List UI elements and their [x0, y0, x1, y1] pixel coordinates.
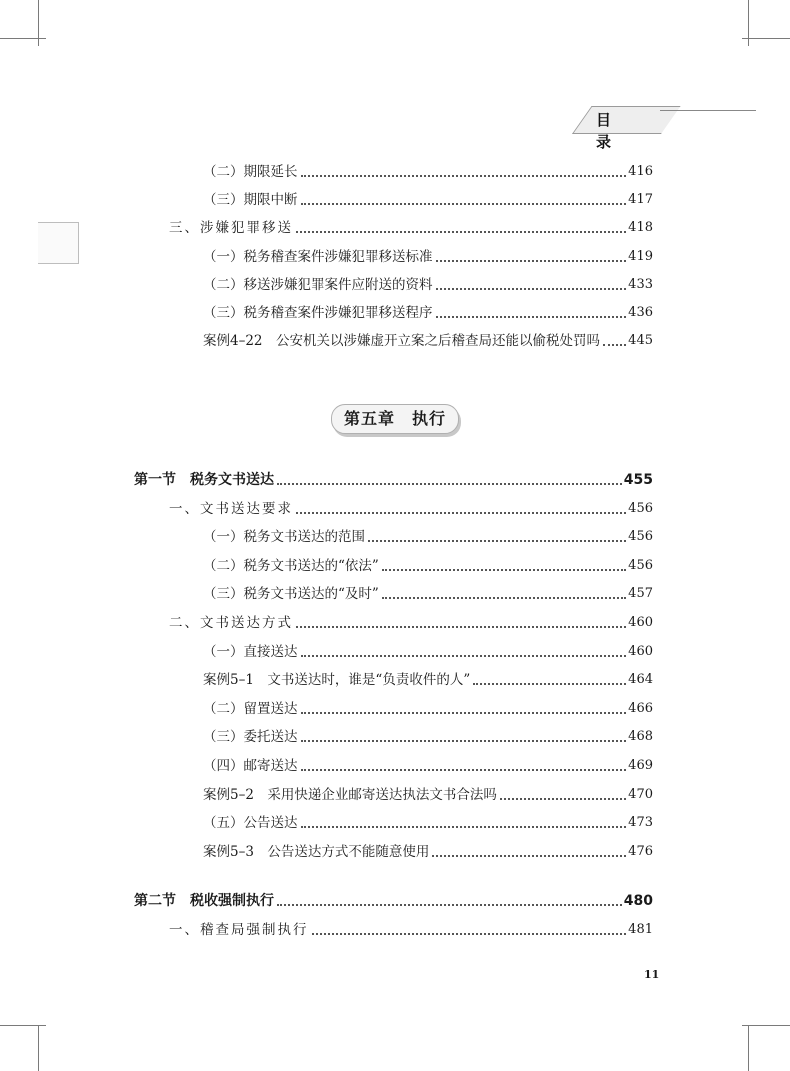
toc-entry-title: （三）委托送达: [203, 729, 298, 746]
toc-leader-dots: [473, 681, 626, 685]
toc-page-number: 456: [628, 529, 653, 545]
toc-leader-dots: [312, 931, 627, 935]
toc-entry-title: （二）税务文书送达的“依法”: [203, 557, 379, 574]
toc-case-entry: [203, 779, 653, 805]
toc-entry-title: 一、文书送达要求: [169, 500, 293, 517]
toc-entry-title: 一、稽查局强制执行: [169, 922, 309, 938]
toc-entry: [203, 636, 653, 662]
toc-leader-dots: [382, 567, 626, 571]
toc-page-number: 480: [623, 893, 653, 909]
toc-entry: [134, 464, 653, 490]
toc-page-number: 460: [628, 643, 653, 659]
page-number: 11: [644, 968, 660, 981]
toc-entry: [203, 521, 653, 547]
toc-entry-title: （三）税务稽查案件涉嫌犯罪移送程序: [203, 305, 433, 321]
toc-page-number: 456: [628, 557, 653, 573]
toc-entry-title: 二、文书送达方式: [169, 615, 293, 631]
toc-entry-title: （三）税务文书送达的“及时”: [203, 586, 379, 603]
toc-page-number: 464: [628, 672, 653, 688]
toc-leader-dots: [301, 710, 627, 714]
toc-entry: [203, 550, 653, 576]
toc-entry: [203, 156, 653, 182]
toc-page-number: 470: [628, 786, 653, 802]
toc-entry: [203, 297, 653, 323]
toc-entry-title: （一）税务稽查案件涉嫌犯罪移送标准: [203, 248, 433, 265]
toc-leader-dots: [382, 595, 626, 599]
toc-leader-dots: [436, 314, 627, 318]
toc-entry: [169, 493, 653, 519]
toc-page-number: 481: [628, 922, 653, 937]
toc-entry-title: （五）公告送达: [203, 815, 298, 832]
toc-page-number: 456: [628, 500, 653, 516]
toc-entry: [203, 269, 653, 295]
toc-leader-dots: [277, 902, 622, 906]
toc-leader-dots: [500, 796, 626, 800]
toc-entry-title: （一）税务文书送达的范围: [203, 529, 365, 546]
toc-entry-title: 案例5–1 文书送达时，谁是“负责收件的人”: [203, 672, 471, 689]
toc-entry-title: 案例5–2 采用快递企业邮寄送达执法文书合法吗: [203, 786, 497, 803]
toc-entry: [203, 578, 653, 604]
toc-leader-dots: [301, 653, 627, 657]
toc-leader-dots: [368, 538, 626, 542]
chapter-title: 第五章 执行: [331, 404, 459, 434]
toc-entry-title: 案例4–22 公安机关以涉嫌虚开立案之后稽查局还能以偷税处罚吗: [203, 333, 601, 350]
toc-leader-dots: [301, 173, 627, 177]
toc-entry: [134, 885, 653, 911]
toc-leader-dots: [296, 624, 626, 628]
toc-page-number: 436: [628, 305, 653, 320]
toc-leader-dots: [296, 510, 626, 514]
toc-leader-dots: [436, 286, 627, 290]
toc-entry: [203, 241, 653, 267]
toc-entry-title: （二）留置送达: [203, 700, 298, 717]
toc-entry-title: 第二节 税收强制执行: [134, 893, 274, 909]
toc-case-entry: [203, 836, 653, 862]
toc-entry-title: 案例5–3 公告送达方式不能随意使用: [203, 843, 430, 860]
toc-page-number: 418: [628, 220, 653, 236]
toc-entry: [169, 914, 653, 940]
toc-entry-title: （四）邮寄送达: [203, 758, 298, 774]
toc-entry: [203, 750, 653, 776]
toc-leader-dots: [301, 738, 627, 742]
side-margin-box: [38, 222, 79, 264]
toc-entry: [203, 693, 653, 719]
toc-page-number: 473: [628, 815, 653, 831]
toc-case-entry: [203, 325, 653, 351]
toc-page-number: 433: [628, 276, 653, 292]
toc-page-number: 469: [628, 758, 653, 773]
toc-leader-dots: [301, 824, 627, 828]
toc-page-number: 460: [628, 615, 653, 630]
toc-page-number: 419: [628, 248, 653, 264]
toc-entry-title: 第一节 税务文书送达: [134, 472, 274, 488]
toc-entry: [169, 607, 653, 633]
toc-entry: [203, 807, 653, 833]
toc-page-number: 457: [628, 586, 653, 602]
toc-case-entry: [203, 664, 653, 690]
toc-page-number: 476: [628, 843, 653, 859]
toc-entry-title: （二）移送涉嫌犯罪案件应附送的资料: [203, 276, 433, 293]
header-label: 目 录: [596, 111, 624, 151]
toc-leader-dots: [277, 481, 622, 485]
toc-entry: [203, 184, 653, 210]
toc-entry-title: （二）期限延长: [203, 164, 298, 180]
toc-page-number: 417: [628, 192, 653, 208]
toc-page-number: 466: [628, 700, 653, 716]
toc-entry-title: 三、涉嫌犯罪移送: [169, 220, 293, 237]
toc-page-number: 445: [628, 333, 653, 349]
toc-entry-title: （三）期限中断: [203, 192, 298, 209]
toc-leader-dots: [301, 201, 627, 205]
toc-leader-dots: [301, 767, 627, 771]
toc-leader-dots: [296, 229, 626, 233]
toc-entry: [169, 212, 653, 238]
toc-entry-title: （一）直接送达: [203, 643, 298, 660]
header-rule: [660, 110, 756, 111]
toc-leader-dots: [432, 853, 626, 857]
toc-page-number: 468: [628, 729, 653, 745]
toc-page-number: 416: [628, 164, 653, 179]
toc-entry: [203, 721, 653, 747]
toc-page-number: 455: [623, 472, 653, 488]
toc-leader-dots: [603, 342, 626, 346]
toc-leader-dots: [436, 258, 627, 262]
